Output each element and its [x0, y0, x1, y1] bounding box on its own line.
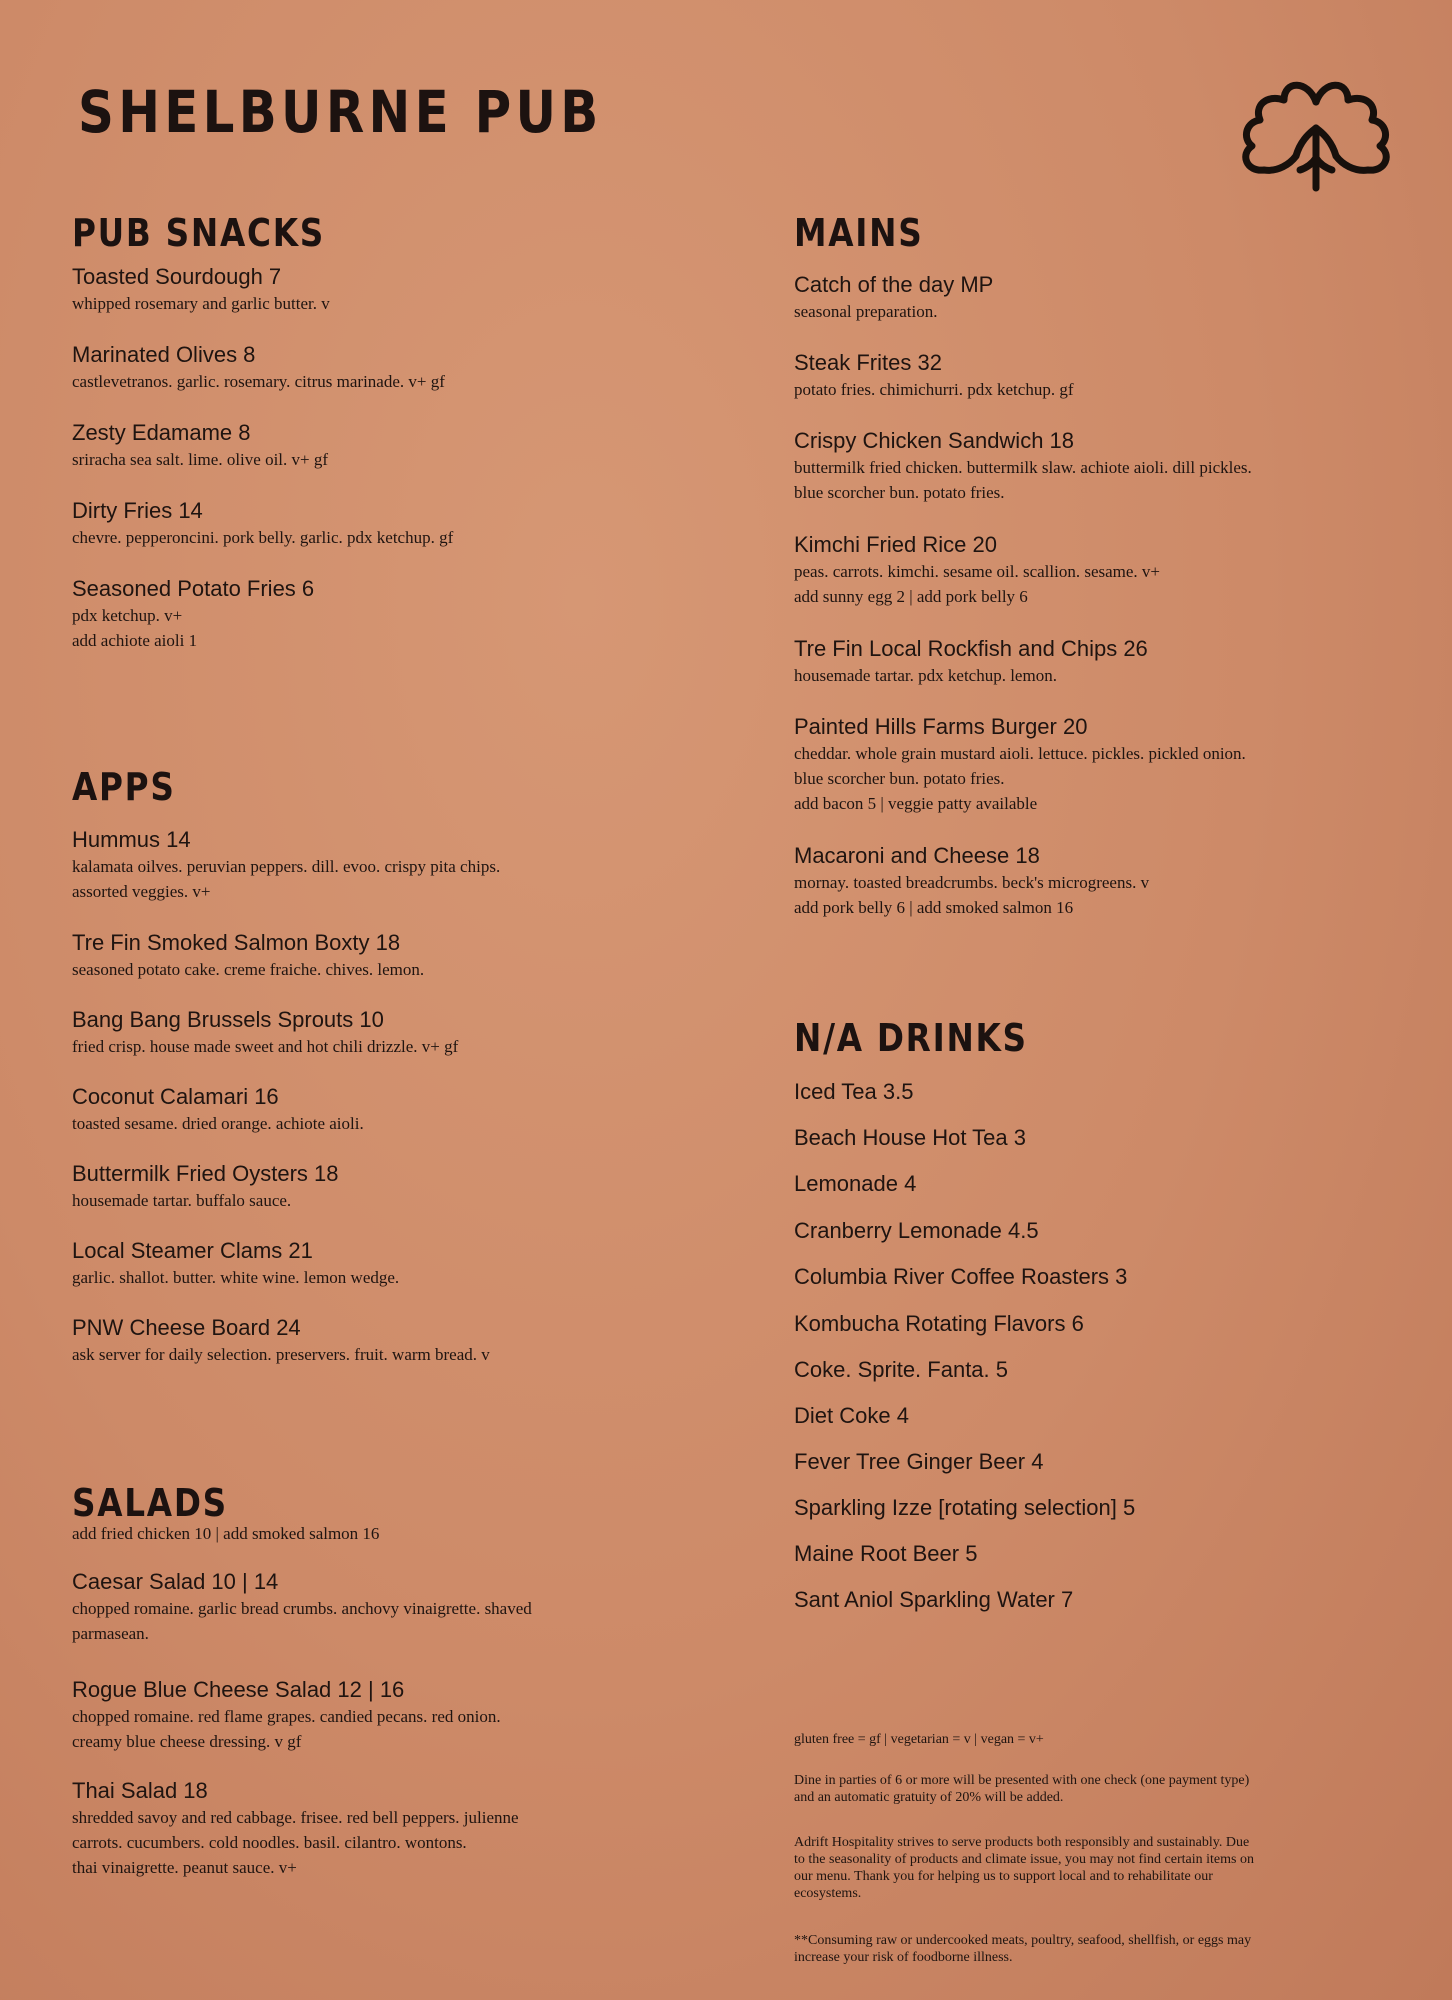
notice-line: our menu. Thank you for helping us to support local and to rehabilitate our	[794, 1869, 1213, 1884]
menu-item	[72, 575, 314, 653]
item-name: Seasoned Potato Fries 6	[72, 576, 315, 601]
menu-item	[794, 713, 1246, 816]
item-description: seasoned potato cake. creme fraiche. chives. lemon.	[72, 960, 425, 979]
food-safety-warning	[794, 1932, 1404, 1966]
item-description: thai vinaigrette. peanut sauce. v+	[72, 1858, 297, 1877]
item-description: shredded savoy and red cabbage. frisee. red bell peppers. julienne	[72, 1808, 519, 1827]
restaurant-title: SHELBURNE PUB	[78, 78, 603, 146]
item-description: add pork belly 6 | add smoked salmon 16	[794, 898, 1074, 917]
item-name: Coconut Calamari 16	[72, 1084, 279, 1109]
sustainability-notice	[794, 1834, 1404, 1902]
item-description: pdx ketchup. v+	[72, 606, 183, 625]
menu-item	[72, 1160, 339, 1213]
menu-item	[72, 826, 500, 904]
section-heading-pub-snacks: PUB SNACKS	[72, 211, 326, 255]
section-heading-mains: MAINS	[794, 211, 924, 255]
section-heading-na-drinks: N/A DRINKS	[794, 1016, 1028, 1060]
item-name: Tre Fin Smoked Salmon Boxty 18	[72, 930, 401, 955]
item-name: Local Steamer Clams 21	[72, 1238, 313, 1263]
drink-item: Maine Root Beer 5	[794, 1541, 978, 1566]
drink-item: Cranberry Lemonade 4.5	[794, 1218, 1039, 1243]
item-name: Bang Bang Brussels Sprouts 10	[72, 1007, 384, 1032]
item-description: toasted sesame. dried orange. achiote aioli.	[72, 1114, 364, 1133]
item-description: peas. carrots. kimchi. sesame oil. scallion. sesame. v+	[794, 562, 1161, 581]
drink-item: Sant Aniol Sparkling Water 7	[794, 1587, 1074, 1612]
item-name: Tre Fin Local Rockfish and Chips 26	[794, 636, 1148, 661]
item-description: blue scorcher bun. potato fries.	[794, 769, 1005, 788]
item-description: chopped romaine. garlic bread crumbs. anchovy vinaigrette. shaved	[72, 1599, 532, 1618]
menu-item	[72, 1237, 399, 1290]
menu-item	[794, 635, 1148, 688]
item-name: Crispy Chicken Sandwich 18	[794, 428, 1075, 453]
item-description: cheddar. whole grain mustard aioli. lettuce. pickles. pickled onion.	[794, 744, 1246, 763]
menu-item	[72, 1006, 458, 1059]
drink-item: Coke. Sprite. Fanta. 5	[794, 1357, 1008, 1382]
item-description: add achiote aioli 1	[72, 631, 198, 650]
item-name: Hummus 14	[72, 827, 191, 852]
item-name: Dirty Fries 14	[72, 498, 203, 523]
item-name: Steak Frites 32	[794, 350, 942, 375]
item-description: whipped rosemary and garlic butter. v	[72, 294, 330, 313]
tree-logo-icon	[1238, 72, 1394, 198]
item-name: Kimchi Fried Rice 20	[794, 532, 997, 557]
notice-line: to the seasonality of products and climate issue, you may not find certain items on	[794, 1852, 1254, 1867]
notice-line: increase your risk of foodborne illness.	[794, 1950, 1013, 1965]
menu-item	[72, 1083, 364, 1136]
menu-item	[794, 842, 1149, 920]
drink-item: Columbia River Coffee Roasters 3	[794, 1264, 1128, 1289]
item-name: Catch of the day MP	[794, 272, 994, 297]
item-description: seasonal preparation.	[794, 302, 938, 321]
item-description: garlic. shallot. butter. white wine. lemon wedge.	[72, 1268, 400, 1287]
menu-item	[794, 531, 1160, 609]
menu-item	[72, 1568, 532, 1646]
menu-item	[72, 1777, 519, 1880]
menu-item	[72, 419, 328, 472]
section-heading-salads: SALADS	[72, 1481, 228, 1525]
notice-line: and an automatic gratuity of 20% will be added.	[794, 1790, 1064, 1805]
menu-item	[72, 1314, 490, 1367]
item-name: Rogue Blue Cheese Salad 12 | 16	[72, 1677, 405, 1702]
section-heading-apps: APPS	[72, 765, 176, 809]
item-description: creamy blue cheese dressing. v gf	[72, 1732, 302, 1751]
item-description: kalamata oilves. peruvian peppers. dill. evoo. crispy pita chips.	[72, 857, 501, 876]
notice-line: **Consuming raw or undercooked meats, poultry, seafood, shellfish, or eggs may	[794, 1933, 1252, 1948]
salads-addon-note: add fried chicken 10 | add smoked salmon 16	[72, 1524, 380, 1543]
item-description: housemade tartar. pdx ketchup. lemon.	[794, 666, 1057, 685]
item-description: chopped romaine. red flame grapes. candied pecans. red onion.	[72, 1707, 501, 1726]
drink-item: Fever Tree Ginger Beer 4	[794, 1449, 1044, 1474]
menu-item	[72, 1676, 501, 1754]
item-description: fried crisp. house made sweet and hot chili drizzle. v+ gf	[72, 1037, 459, 1056]
item-description: housemade tartar. buffalo sauce.	[72, 1191, 292, 1210]
drink-item: Diet Coke 4	[794, 1403, 909, 1428]
item-name: Marinated Olives 8	[72, 342, 256, 367]
menu-item	[72, 497, 453, 550]
item-name: Buttermilk Fried Oysters 18	[72, 1161, 339, 1186]
drink-item: Beach House Hot Tea 3	[794, 1125, 1026, 1150]
item-name: Painted Hills Farms Burger 20	[794, 714, 1088, 739]
drink-item: Sparkling Izze [rotating selection] 5	[794, 1495, 1136, 1520]
item-name: Toasted Sourdough 7	[72, 264, 282, 289]
item-name: Thai Salad 18	[72, 1778, 208, 1803]
drink-item: Kombucha Rotating Flavors 6	[794, 1311, 1084, 1336]
notice-line: Dine in parties of 6 or more will be presented with one check (one payment type)	[794, 1773, 1250, 1788]
item-description: add sunny egg 2 | add pork belly 6	[794, 587, 1028, 606]
item-name: Macaroni and Cheese 18	[794, 843, 1040, 868]
menu-item	[72, 341, 445, 394]
menu-item	[794, 271, 993, 324]
item-description: assorted veggies. v+	[72, 882, 211, 901]
item-name: Caesar Salad 10 | 14	[72, 1569, 279, 1594]
menu-item	[794, 349, 1073, 402]
item-description: chevre. pepperoncini. pork belly. garlic. pdx ketchup. gf	[72, 528, 454, 547]
item-description: buttermilk fried chicken. buttermilk slaw. achiote aioli. dill pickles.	[794, 458, 1252, 477]
item-description: potato fries. chimichurri. pdx ketchup. gf	[794, 380, 1074, 399]
dietary-legend: gluten free = gf | vegetarian = v | vegan = v+	[794, 1732, 1044, 1747]
item-description: sriracha sea salt. lime. olive oil. v+ gf	[72, 450, 329, 469]
menu-item	[72, 929, 424, 982]
menu-item	[794, 427, 1252, 505]
item-description: blue scorcher bun. potato fries.	[794, 483, 1005, 502]
item-description: add bacon 5 | veggie patty available	[794, 794, 1038, 813]
item-name: PNW Cheese Board 24	[72, 1315, 301, 1340]
item-name: Zesty Edamame 8	[72, 420, 251, 445]
item-description: ask server for daily selection. preservers. fruit. warm bread. v	[72, 1345, 490, 1364]
menu-item	[72, 263, 330, 316]
item-description: mornay. toasted breadcrumbs. beck's microgreens. v	[794, 873, 1150, 892]
notice-line: ecosystems.	[794, 1886, 862, 1901]
item-description: castlevetranos. garlic. rosemary. citrus marinade. v+ gf	[72, 372, 445, 391]
drink-item: Iced Tea 3.5	[794, 1079, 914, 1104]
item-description: carrots. cucumbers. cold noodles. basil. cilantro. wontons.	[72, 1833, 467, 1852]
gratuity-notice	[794, 1772, 1404, 1806]
notice-line: Adrift Hospitality strives to serve products both responsibly and sustainably. Due	[794, 1835, 1250, 1850]
item-description: parmasean.	[72, 1624, 149, 1643]
drink-item: Lemonade 4	[794, 1171, 917, 1196]
